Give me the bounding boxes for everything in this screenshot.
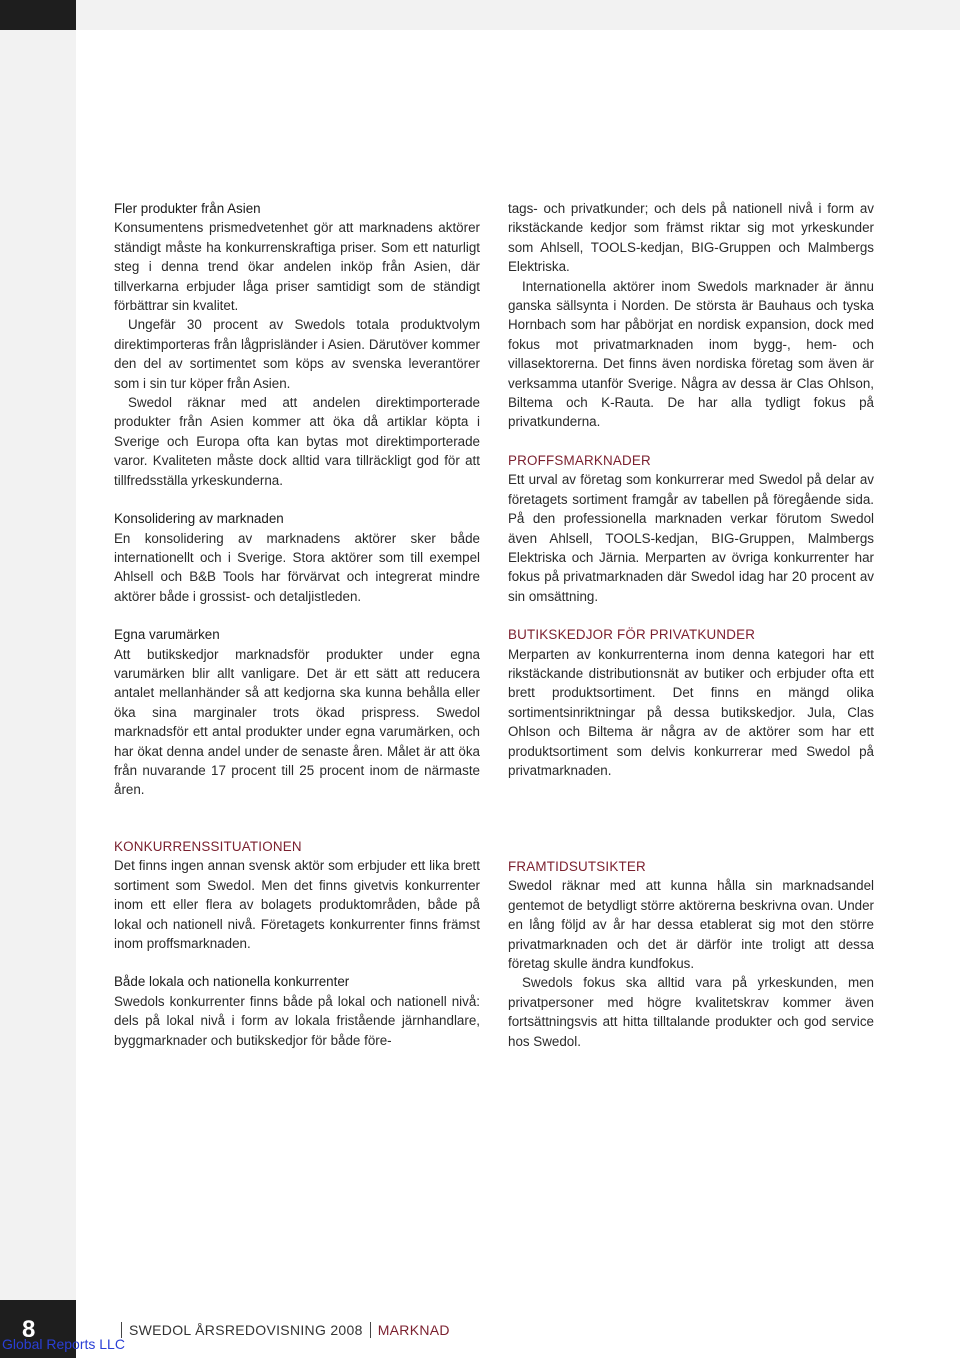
paragraph: En konsolidering av marknadens aktörer sker både internationellt och i Sverige. Stora aktörer som till exempel Ahlsell och B&B Tools har förvärvat och integrerat mindre aktörer både i grossist- och detaljistleden. — [114, 530, 480, 604]
paragraph: Swedol räknar med att andelen direktimporterade produkter från Asien kommer att öka då artiklar köpta i Sverige och Europa ofta kan bytas mot direktimporterade varor. Kvaliteten måste dock alltid vara tillräckligt god för att tillfredsställa yrkeskunderna. — [114, 395, 480, 488]
left-column-lower — [114, 837, 480, 1050]
right-column-lower — [508, 857, 874, 1051]
running-footer — [114, 1322, 450, 1338]
heading-konkurrenssituationen: KONKURRENSSITUATIONEN — [114, 839, 302, 854]
right-column-upper — [508, 199, 874, 780]
heading-butikskedjor: BUTIKSKEDJOR FÖR PRIVATKUNDER — [508, 627, 756, 643]
heading-konsolidering: Konsolidering av marknaden — [114, 511, 284, 527]
paragraph: Swedol räknar med att kunna hålla sin marknadsandel gentemot de betydligt större aktörerna beskrivna ovan. Under en lång följd av år har dessa etablerat sig mot den större privatmarknaden och det är därför inte troligt att dessa företag skulle ändra kundfokus. — [508, 878, 874, 972]
heading-egna-varumarken: Egna varumärken — [114, 627, 220, 643]
footer-section: MARKNAD — [377, 1322, 450, 1338]
footer-divider — [370, 1322, 371, 1338]
paragraph: Det finns ingen annan svensk aktör som erbjuder ett lika brett sortiment som Swedol. Men det finns givetvis konkurrenter inom ett eller flera av bolagets produktområden, både på lokal och nationell nivå. Företagets konkurrenter finns främst inom proffsmarknaden. — [114, 858, 480, 952]
paragraph: Merparten av konkurrenterna inom denna kategori har ett rikstäckande distributionsnät av butiker och erbjuder ofta ett brett produktsortiment. Det finns en mängd olika sortimentsinriktningar på dessa butikskedjor. Jula, Clas Ohlson och Biltema är några av de aktörer som har ett produktsortiment som delvis konkurrerar med Swedol på privatmarknaden. — [508, 646, 874, 778]
top-band — [76, 0, 960, 30]
paragraph: Swedols konkurrenter finns både på lokal och nationell nivå: dels på lokal nivå i form av lokala fristående järnhandlare, byggmarknader och butikskedjor för både före- — [114, 993, 480, 1048]
paragraph: Internationella aktörer inom Swedols marknader är ännu ganska sällsynta i Norden. De största är Bauhaus och tyska Hornbach som har påbörjat en nordisk expansion, dock med fokus mot privatmarknaden inom bygg-, hem- och villasektorerna. Det finns även nordiska företag som även är verksamma utanför Sverige. Några av dessa är Clas Ohlson, Biltema och K-Rauta. De har alla tydligt fokus på privatkunderna. — [508, 278, 874, 430]
heading-proffsmarknader: PROFFSMARKNADER — [508, 452, 651, 468]
left-column-upper — [114, 199, 480, 800]
page-number: 8 — [22, 1316, 36, 1343]
heading-framtidsutsikter: FRAMTIDSUTSIKTER — [508, 859, 646, 874]
footer-report-title: SWEDOL ÅRSREDOVISNING 2008 — [129, 1322, 363, 1338]
paragraph: Att butikskedjor marknadsför produkter under egna varumärken blir allt vanligare. Det är ett sätt att reducera antalet mellanhänder så att kedjorna ska kunna behålla eller öka sina marginaler trots ökad prispress. Swedol marknadsför ett antal produkter under egna varumärken, och har ökat denna andel under de senaste åren. Målet är att öka från nuvarande 17 procent till 25 procent inom de närmaste åren. — [114, 646, 480, 798]
left-margin-band — [0, 0, 76, 1358]
heading-fler-produkter: Fler produkter från Asien — [114, 201, 261, 216]
paragraph: Konsumentens prismedvetenhet gör att marknadens aktörer ständigt måste ha konkurrenskraftiga priser. Som ett naturligt steg i denna trend ökar andelen inköp från Asien, där tillverkarna erbjuder låga priser samtidigt som de ständigt förbättrar sin kvalitet. — [114, 220, 480, 314]
top-corner-block — [0, 0, 76, 30]
paragraph: Swedols fokus ska alltid vara på yrkeskunden, men privatpersoner med högre kvalitetskrav kommer även fortsättningsvis att hitta tilltalande produkter och god service hos Swedol. — [508, 975, 874, 1049]
paragraph: Ungefär 30 procent av Swedols totala produktvolym direktimporteras från lågprisländer i Asien. Därutöver kommer den del av sortimentet som köps av svenska leverantörer som i sin tur köper från Asien. — [114, 317, 480, 391]
watermark: Global Reports LLC — [2, 1336, 125, 1352]
paragraph: Ett urval av företag som konkurrerar med Swedol på delar av företagets sortiment framgår av tabellen på föregående sida. På den professionella marknaden verkar förutom Swedol även Ahlsell, TOOLS-kedjan, BIG-Gruppen, Malmbergs Elektriska och Järnia. Merparten av övriga konkurrenter har fokus på privatmarknaden där Swedol idag har 20 procent av sin omsättning. — [508, 472, 874, 604]
paragraph: tags- och privatkunder; och dels på nationell nivå i form av rikstäckande kedjor som främst riktar sig mot yrkeskunder som Ahlsell, TOOLS-kedjan, BIG-Gruppen och Malmbergs Elektriska. — [508, 201, 874, 275]
heading-lokala-nationella: Både lokala och nationella konkurrenter — [114, 974, 350, 990]
